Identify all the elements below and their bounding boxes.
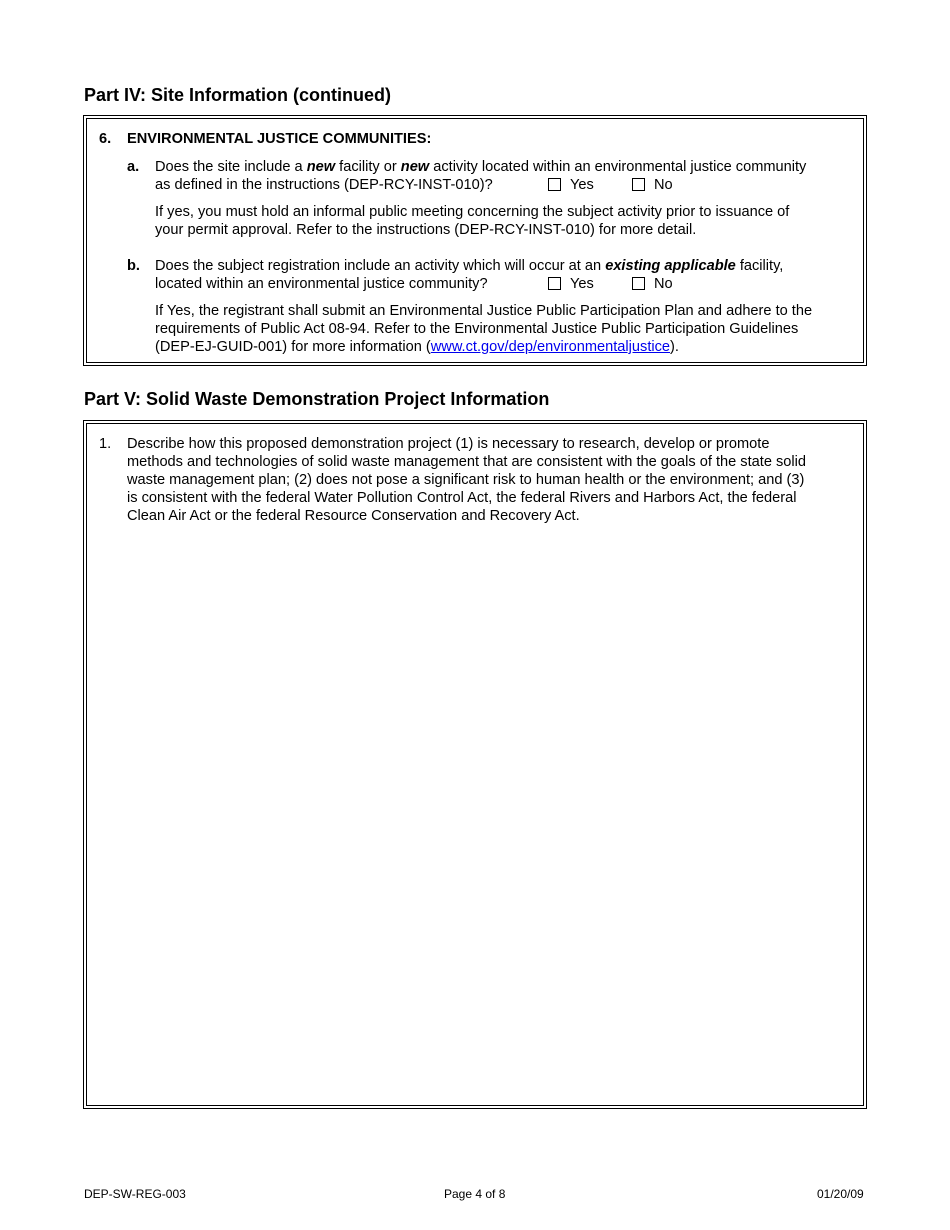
q6b-question-line2: located within an environmental justice community? (155, 276, 488, 292)
part5-q1-line1: Describe how this proposed demonstration project (1) is necessary to research, develop or promote (127, 436, 770, 452)
q6b-question-line1 (155, 257, 783, 275)
q6-title: ENVIRONMENTAL JUSTICE COMMUNITIES: (127, 131, 432, 147)
q6b-no-checkbox[interactable] (632, 277, 645, 290)
q6a-line1-pre: Does the site include a (155, 159, 307, 175)
part4-section-inner (86, 118, 864, 363)
q6b-note-line3-post: ). (670, 339, 679, 355)
q6b-yes-checkbox[interactable] (548, 277, 561, 290)
q6a-yes-option[interactable] (548, 176, 594, 194)
q6b-yes-label: Yes (570, 276, 594, 292)
q6a-yes-label: Yes (570, 177, 594, 193)
part5-q1-line2: methods and technologies of solid waste management that are consistent with the goals of the state solid (127, 454, 807, 470)
q6b-emphasis-existing-applicable: existing applicable (605, 258, 736, 274)
q6a-emphasis-new-1: new (306, 159, 336, 175)
q6a-question-line1 (155, 158, 806, 176)
q6a-emphasis-new-2: new (400, 159, 430, 175)
q6b-note-line1: If Yes, the registrant shall submit an Environmental Justice Public Participation Plan and adhere to the (155, 303, 813, 319)
q6b-letter: b. (127, 258, 140, 274)
q6b-note-line2: requirements of Public Act 08-94. Refer to the Environmental Justice Public Participation Guidelines (155, 321, 799, 337)
q6a-no-label: No (654, 177, 673, 193)
part5-section-inner[interactable] (86, 423, 864, 1106)
q6b-line1-pre: Does the subject registration include an activity which will occur at an (155, 258, 606, 274)
q6-number: 6. (99, 131, 112, 147)
part4-heading: Part IV: Site Information (continued) (84, 85, 392, 105)
footer-page-number: Page 4 of 8 (444, 1187, 506, 1201)
q6b-no-label: No (654, 276, 673, 292)
part5-q1-line5: Clean Air Act or the federal Resource Conservation and Recovery Act. (127, 508, 580, 524)
q6a-no-checkbox[interactable] (632, 178, 645, 191)
part5-heading: Part V: Solid Waste Demonstration Project Information (84, 389, 550, 409)
q6a-note-line2: your permit approval. Refer to the instructions (DEP-RCY-INST-010) for more detail. (155, 222, 697, 238)
q6b-note-line3-pre: (DEP-EJ-GUID-001) for more information ( (155, 339, 431, 355)
environmental-justice-link[interactable]: www.ct.gov/dep/environmentaljustice (430, 339, 671, 355)
part4-section-box (83, 115, 867, 366)
part5-q1-number: 1. (99, 436, 112, 452)
part5-q1-line3: waste management plan; (2) does not pose a significant risk to human health or the environment; and (3) (127, 472, 805, 488)
q6b-note-line3 (155, 338, 679, 356)
q6a-yes-checkbox[interactable] (548, 178, 561, 191)
q6a-no-option[interactable] (632, 176, 673, 194)
q6b-no-option[interactable] (632, 275, 673, 293)
q6b-line1-post: facility, (735, 258, 784, 274)
part5-q1-line4: is consistent with the federal Water Pollution Control Act, the federal Rivers and Harbors Act, the federal (127, 490, 797, 506)
q6a-letter: a. (127, 159, 140, 175)
q6a-line1-post: activity located within an environmental justice community (429, 159, 807, 175)
part5-section-box (83, 420, 867, 1109)
footer-form-id: DEP-SW-REG-003 (84, 1187, 186, 1201)
q6a-line1-mid: facility or (335, 159, 401, 175)
footer-date: 01/20/09 (817, 1187, 864, 1201)
q6a-note-line1: If yes, you must hold an informal public meeting concerning the subject activity prior to issuance of (155, 204, 790, 220)
q6a-question-line2: as defined in the instructions (DEP-RCY-INST-010)? (155, 177, 493, 193)
q6b-yes-option[interactable] (548, 275, 594, 293)
